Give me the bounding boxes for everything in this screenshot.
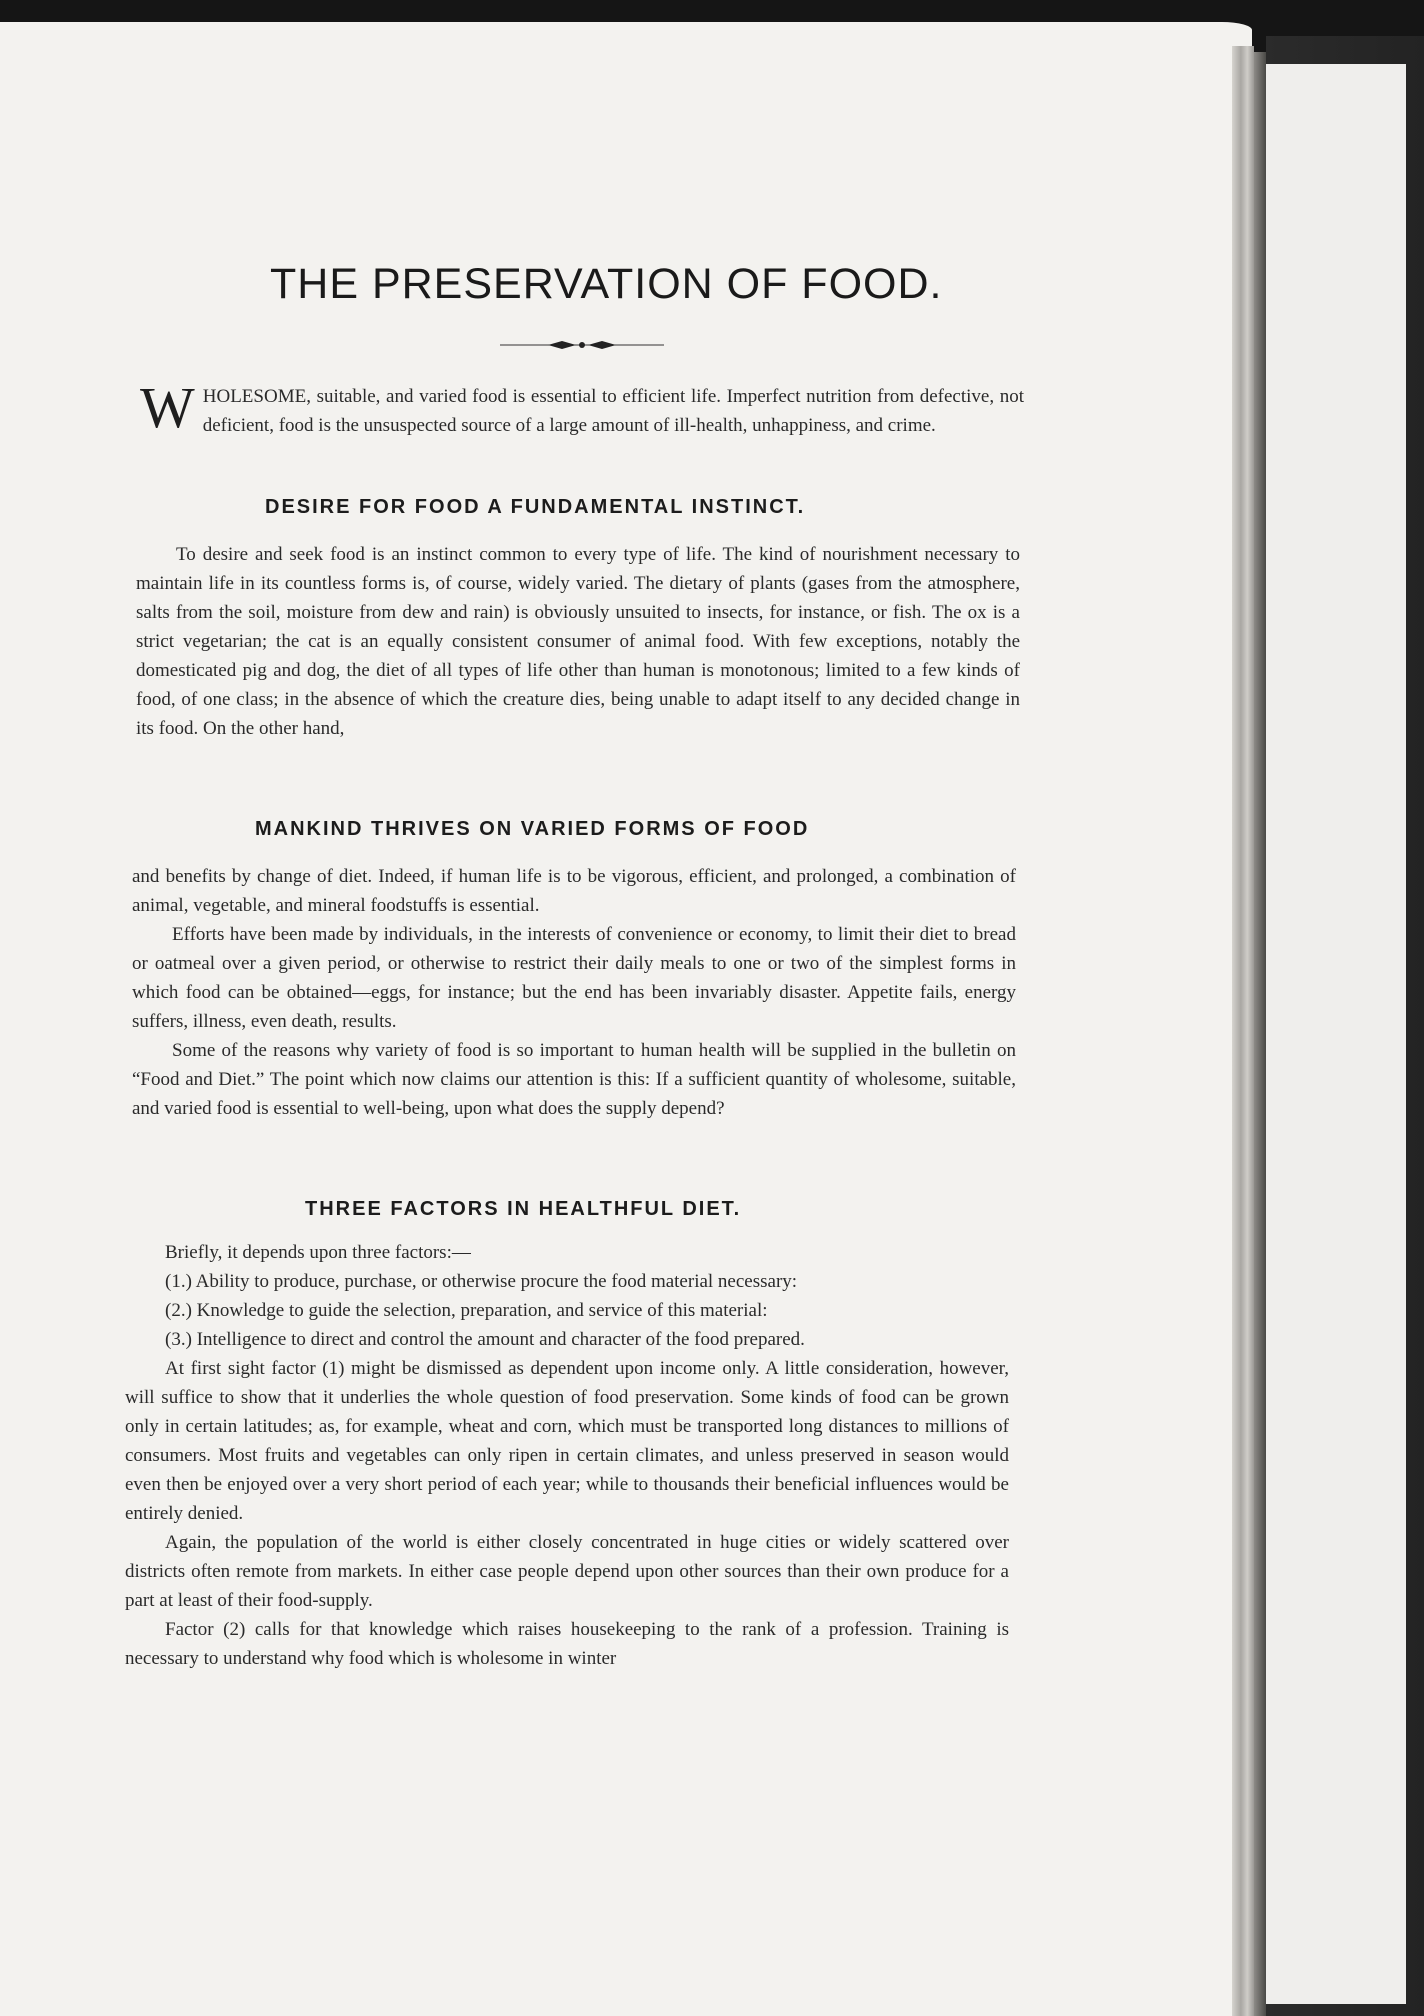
section-mankind-body xyxy=(132,862,1016,1123)
intro-paragraph xyxy=(140,375,1024,440)
page-stack-edge xyxy=(1232,46,1254,2016)
page-title: THE PRESERVATION OF FOOD. xyxy=(270,260,943,308)
list-intro: Briefly, it depends upon three factors:— xyxy=(165,1242,471,1263)
section-factors-body xyxy=(125,1238,1009,1673)
section-instinct-body xyxy=(136,540,1020,743)
section-heading-instinct: DESIRE FOR FOOD A FUNDAMENTAL INSTINCT. xyxy=(265,496,806,518)
intro-text: HOLESOME, suitable, and varied food is essential to efficient life. Imperfect nutrition from defective, not deficient, food is the unsuspected source of a large amount of ill-health, unhappiness, and crime. xyxy=(202,386,1024,436)
paragraph: and benefits by change of diet. Indeed, if human life is to be vigorous, efficient, and prolonged, a combination of animal, vegetable, and mineral foodstuffs is essential. xyxy=(132,866,1016,916)
drop-cap: W xyxy=(140,375,195,440)
paragraph: Efforts have been made by individuals, in the interests of convenience or economy, to limit their diet to bread or oatmeal over a given period, or otherwise to restrict their daily meals to one or two of the simplest forms in which food can be obtained—eggs, for instance; but the end has been invariably disaster. Appetite fails, energy suffers, illness, even death, results. xyxy=(132,924,1016,1032)
paragraph: To desire and seek food is an instinct common to every type of life. The kind of nourishment necessary to maintain life in its countless forms is, of course, widely varied. The dietary of plants (gases from the atmosphere, salts from the soil, moisture from dew and rain) is obviously unsuited to insects, for instance, or fish. The ox is a strict vegetarian; the cat is an equally consistent consumer of animal food. With few exceptions, notably the domesticated pig and dog, the diet of all types of life other than human is monotonous; limited to a few kinds of food, of one class; in the absence of which the creature dies, being unable to adapt itself to any decided change in its food. On the other hand, xyxy=(136,544,1020,739)
next-page-edge xyxy=(1266,64,1406,2004)
page-gutter-shadow xyxy=(1254,52,1266,2016)
section-heading-factors: THREE FACTORS IN HEALTHFUL DIET. xyxy=(305,1198,742,1220)
section-heading-mankind: MANKIND THRIVES ON VARIED FORMS OF FOOD xyxy=(255,818,810,840)
list-item: (1.) Ability to produce, purchase, or otherwise procure the food material necessary: xyxy=(165,1271,798,1292)
paragraph: Again, the population of the world is either closely concentrated in huge cities or widely scattered over districts often remote from markets. In either case people depend upon other sources than their own produce for a part at least of their food-supply. xyxy=(125,1532,1009,1611)
paragraph: At first sight factor (1) might be dismissed as dependent upon income only. A little consideration, however, will suffice to show that it underlies the whole question of food preservation. Some kinds of food can be grown only in certain latitudes; as, for example, wheat and corn, which must be transported long distances to millions of consumers. Most fruits and vegetables can only ripen in certain climates, and unless preserved in season would even then be enjoyed over a very short period of each year; while to thousands their beneficial influences would be entirely denied. xyxy=(125,1358,1009,1524)
ornament-divider-icon xyxy=(500,339,664,351)
factor-list xyxy=(125,1267,1009,1354)
list-item: (2.) Knowledge to guide the selection, preparation, and service of this material: xyxy=(165,1300,768,1321)
paragraph: Factor (2) calls for that knowledge which raises housekeeping to the rank of a profession. Training is necessary to understand why food which is wholesome in winter xyxy=(125,1619,1009,1669)
paragraph: Some of the reasons why variety of food is so important to human health will be supplied in the bulletin on “Food and Diet.” The point which now claims our attention is this: If a sufficient quantity of wholesome, suitable, and varied food is essential to well-being, upon what does the supply depend? xyxy=(132,1040,1016,1119)
list-item: (3.) Intelligence to direct and control the amount and character of the food prepared. xyxy=(165,1329,805,1350)
